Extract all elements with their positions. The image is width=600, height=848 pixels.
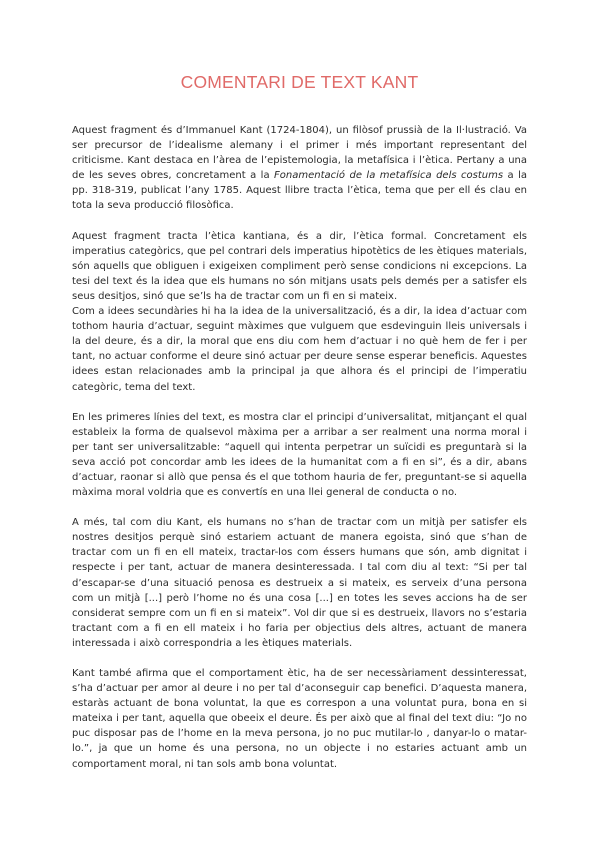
- page-title: COMENTARI DE TEXT KANT: [180, 72, 419, 92]
- paragraph-intro: [72, 123, 527, 214]
- paragraph-intro-text-a: Aquest fragment és d’Immanuel Kant (1724-1804), un filòsof prussià de la Il·lustració. Va ser precursor de l’idealisme alemany i el primer i més important representant del criticisme. Kant destaca en l’àrea de l’epistemologia, la metafísica i l’ètica. Pertany a una de les seves obres, concretament a la: [72, 125, 527, 182]
- book-title: Fonamentació de la metafísica dels costums: [274, 170, 504, 182]
- document-body: [72, 123, 527, 772]
- paragraph-secondary-ideas: Com a idees secundàries hi ha la idea de la universalització, és a dir, la idea d’actuar com tothom hauria d’actuar, seguint màximes que vulguem que esdevinguin lleis universals i la del deure, és a dir, la moral que ens diu com hem d’actuar i no què hem de fer i per tant, no actuar conforme el deure sinó actuar per deure sense esperar beneficis. Aquestes idees estan relacionades amb la principal ja que alhora és el principi de l’imperatiu categòric, tema del text.: [72, 306, 527, 393]
- paragraph-thesis: Aquest fragment tracta l’ètica kantiana, és a dir, l’ètica formal. Concretament els imperatius categòrics, que pel contrari dels imperatius hipotètics de les ètiques materials, són aquells que obliguen i exigeixen compliment però sense condicions ni excepcions. La tesi del text és la idea que els humans no són mitjans usats pels demés per a satisfer els seus desitjos, sinó que se’ls ha de tractar com un fi en si mateix.: [72, 230, 527, 302]
- paragraph-intro-text-b: a la pp. 318-319, publicat l’any 1785. Aquest llibre tracta l’ètica, tema que per ell és clau en tota la seva producció filosòfica.: [72, 170, 527, 212]
- paragraph-good-will: Kant també afirma que el comportament ètic, ha de ser necessàriament dessinteressat, s’ha d’actuar per amor al deure i no per tal d’aconseguir cap benefici. D’aquesta manera, estaràs actuant de bona voluntat, la que es correspon a una voluntat pura, bona en si mateixa i per tant, aquella que obeeix el deure. És per això que al final del text diu: “Jo no puc disposar pas de l’home en la meva persona, jo no puc mutilar-lo , danyar-lo o matar-lo.”, ja que un home és una persona, no un objecte i no estaries actuant amb un comportament moral, ni tan sols amb bona voluntat.: [72, 668, 527, 770]
- paragraph-humans-as-ends: A més, tal com diu Kant, els humans no s’han de tractar com un mitjà per satisfer els nostres desitjos perquè sinó estariem actuant de manera egoista, sinó que s’han de tractar com un fi en ell mateix, tractar-los com éssers humans que són, amb dignitat i respecte i per tant, actuar de manera desinteressada. I tal com diu al text: “Si per tal d’escapar-se d’una situació penosa es destrueix a si mateix, es serveix d’una persona com un mitjà [...] però l’home no és una cosa [...] en totes les seves accions ha de ser considerat sempre com un fi en si mateix”. Vol dir que si es destrueix, llavors no s’estaria tractant com a fi en ell mateix i ho faria per objectius dels altres, actuant de manera interessada i això correspondria a les ètiques materials.: [72, 517, 527, 649]
- paragraph-universality: En les primeres línies del text, es mostra clar el principi d’universalitat, mitjançant el qual estableix la forma de qualsevol màxima per a arribar a ser realment una norma moral i per tant ser universalitzable: “aquell qui intenta perpetrar un suïcidi es preguntarà si la seva acció pot concordar amb les idees de la humanitat com a fi en si”, és a dir, abans d’actuar, raonar si allò que pensa és el que tothom hauria de fer, preguntant-se si aquella màxima moral voldria que es convertís en una llei general de conducta o no.: [72, 411, 527, 499]
